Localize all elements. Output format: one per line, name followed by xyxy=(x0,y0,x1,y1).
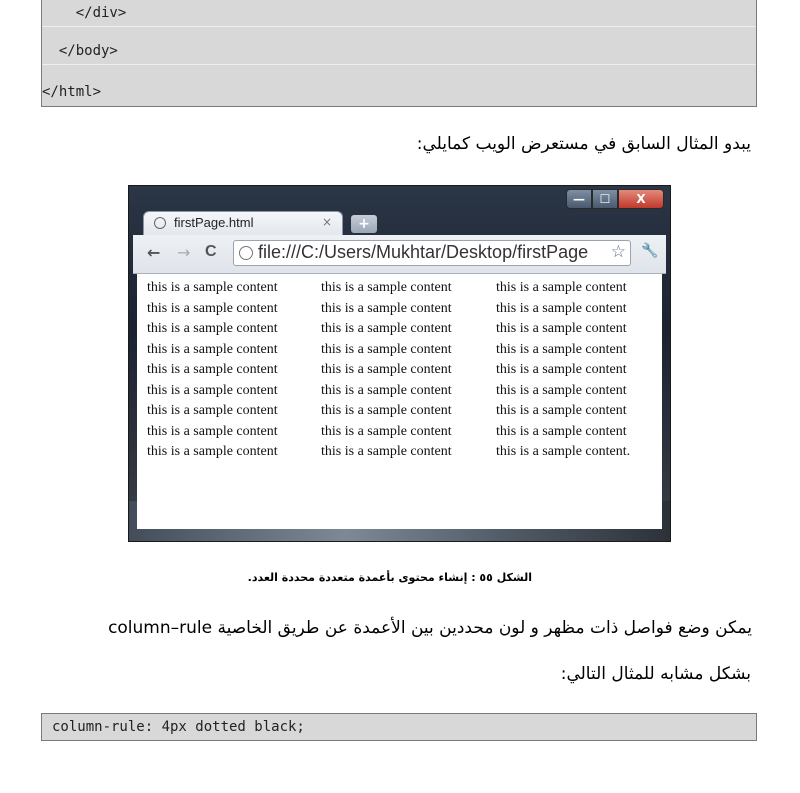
browser-window xyxy=(128,185,671,542)
page-globe-icon xyxy=(239,246,253,260)
code-line: column-rule: 4px dotted black; xyxy=(52,719,305,735)
content-line: this is a sample content xyxy=(147,362,278,377)
browser-toolbar xyxy=(133,235,666,274)
close-icon: X xyxy=(636,192,646,206)
tab-title: firstPage.html xyxy=(174,215,254,230)
code-block-bottom xyxy=(41,713,757,741)
content-line: this is a sample content xyxy=(147,423,278,439)
content-line: this is a sample content xyxy=(147,341,278,357)
content-line: this is a sample content xyxy=(496,321,627,336)
content-line: this is a sample content xyxy=(321,300,452,316)
forward-arrow-icon[interactable]: → xyxy=(177,243,191,262)
minimize-icon: — xyxy=(573,192,585,206)
browser-tab[interactable] xyxy=(143,211,343,235)
content-line: this is a sample content xyxy=(321,382,452,398)
content-line: this is a sample content xyxy=(496,280,627,295)
maximize-button[interactable] xyxy=(592,189,618,209)
paragraph-line-1: يمكن وضع فواصل ذات مظهر و لون محددين بين الأعمدة عن طريق الخاصية column–rule xyxy=(108,618,752,638)
content-column-2 xyxy=(321,278,452,463)
url-text[interactable]: file:///C:/Users/Mukhtar/Desktop/firstPage xyxy=(258,242,589,262)
new-tab-button[interactable]: + xyxy=(351,215,377,233)
content-line: this is a sample content xyxy=(321,403,452,418)
content-line: this is a sample content xyxy=(147,403,278,418)
maximize-icon: ☐ xyxy=(599,192,611,206)
back-arrow-icon[interactable]: ← xyxy=(147,243,161,262)
content-line: this is a sample content xyxy=(496,341,627,357)
figure-caption: الشكل ٥٥ : إنشاء محتوى بأعمدة متعددة محددة العدد. xyxy=(247,571,532,584)
content-line: this is a sample content xyxy=(321,321,452,336)
content-line: this is a sample content xyxy=(147,444,278,459)
content-line: this is a sample content. xyxy=(496,444,631,459)
page-viewport xyxy=(137,274,662,529)
close-button[interactable] xyxy=(618,189,664,209)
content-line: this is a sample content xyxy=(147,382,278,398)
star-icon[interactable]: ☆ xyxy=(610,242,626,262)
reload-icon[interactable]: C xyxy=(205,243,217,260)
content-line: this is a sample content xyxy=(147,321,278,336)
content-line: this is a sample content xyxy=(321,341,452,357)
content-line: this is a sample content xyxy=(496,423,627,439)
wrench-icon[interactable]: 🔧 xyxy=(641,243,659,259)
globe-icon xyxy=(154,217,166,229)
content-line: this is a sample content xyxy=(321,444,452,459)
content-line: this is a sample content xyxy=(147,280,278,295)
content-line: this is a sample content xyxy=(496,403,627,418)
window-controls xyxy=(566,189,664,211)
address-bar[interactable] xyxy=(233,240,631,266)
content-line: this is a sample content xyxy=(496,300,627,316)
code-line: </body> xyxy=(42,38,756,65)
content-line: this is a sample content xyxy=(147,300,278,316)
tab-close-icon[interactable]: × xyxy=(321,215,332,229)
content-line: this is a sample content xyxy=(496,382,627,398)
content-line: this is a sample content xyxy=(321,280,452,295)
content-column-1 xyxy=(147,278,278,463)
code-line: </html> xyxy=(42,84,102,100)
intro-text: يبدو المثال السابق في مستعرض الويب كمايلي: xyxy=(416,134,751,154)
content-line: this is a sample content xyxy=(496,362,627,377)
minimize-button[interactable] xyxy=(566,189,592,209)
content-column-3 xyxy=(496,278,630,463)
content-line: this is a sample content xyxy=(321,362,452,377)
code-block-top xyxy=(41,0,757,107)
code-line: </div> xyxy=(42,0,756,27)
content-line: this is a sample content xyxy=(321,423,452,439)
paragraph-line-2: بشكل مشابه للمثال التالي: xyxy=(560,664,751,684)
